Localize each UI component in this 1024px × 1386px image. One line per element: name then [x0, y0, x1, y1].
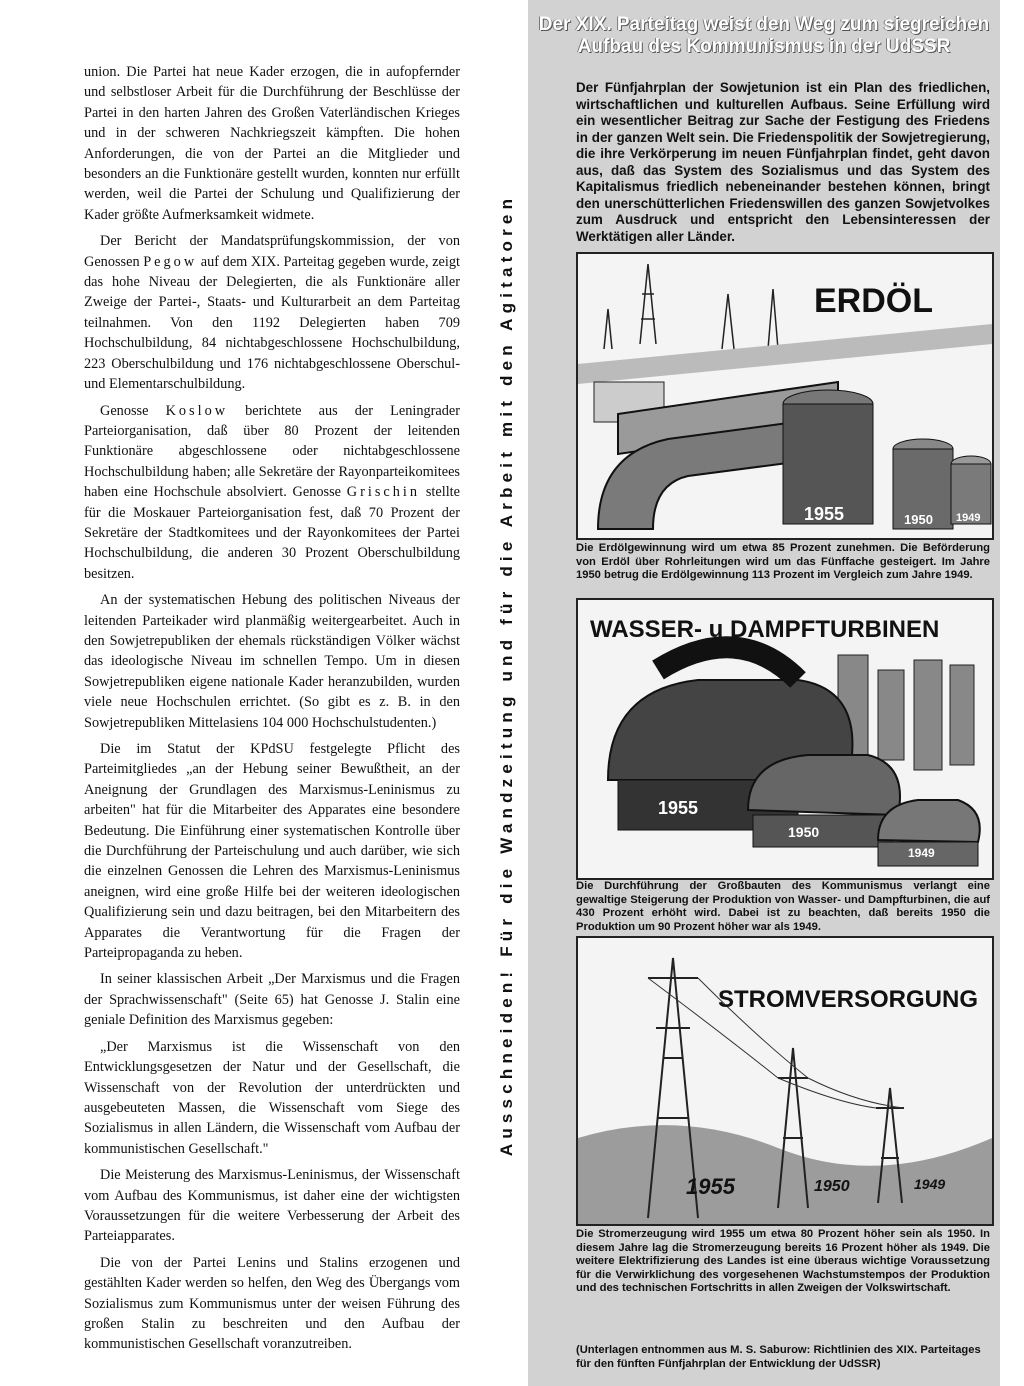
cut-out-strip-text: Ausschneiden! Für die Wandzeitung und für die Arbeit mit den Agitatoren: [497, 193, 517, 1157]
paragraph-3-text-b: berichtete aus der Leningrader Parteiorganisation, daß über 80 Prozent der leitenden Funktionäre abgeschlossene oder nichtabgeschlossene Hochschulbildung haben; alle Sekretäre der Rayonparteikomitees haben eine Hochschule absolviert. Genosse: [84, 402, 460, 501]
name-koslow: Koslow: [165, 402, 229, 419]
name-grischin: Grischin: [346, 484, 421, 501]
paragraph-3: [84, 401, 460, 585]
turbine-medium-base: [753, 815, 893, 847]
poster-power: [576, 936, 994, 1226]
panel-intro: Der Fünfjahrplan der Sowjetunion ist ein Plan des friedlichen, wirtschaftlichen und kulturellen Aufbaus. Seine Erfüllung wird ein wesentlicher Beitrag zur Sache der Festigung des Friedens in der ganzen Welt sein. Die Friedenspolitik der Sowjetregierung, die ihre Verkörperung im neuen Fünfjahrplan findet, geht davon aus, daß das System des Sozialismus und das System des Kapitalismus friedlich nebeneinander bestehen können, bringt den unerschütterlichen Friedenswillen des ganzen Sowjetvolkes zum Ausdruck und entspricht den Lebensinteressen der Werktätigen aller Länder.: [576, 80, 990, 244]
paragraph-1: union. Die Partei hat neue Kader erzogen, die in aufopfernder und selbstloser Arbeit für die Durchführung der Beschlüsse der Partei in den harten Jahren des Großen Vaterländischen Krieges und in der schweren Nachkriegszeit kämpften. Die hohen Anforderungen, die von der Partei an die Mitglieder und besonders an die Funktionäre gestellt wurden, konnten nur erfüllt werden, weil die Partei der Schulung und Qualifizierung der Kader größte Aufmerksamkeit widmete.: [84, 64, 460, 223]
turbine-large-pipe: [658, 647, 798, 680]
poster-turbines-caption: Die Durchführung der Großbauten des Kommunismus verlangt eine gewaltige Steigerung der Produktion von Wasser- und Dampfturbinen, die auf 430 Prozent erhöht wird. Dabei ist zu beachten, daß bereits 1950 die Produktion um 90 Prozent höher war als 1949.: [576, 880, 990, 933]
derrick-4: [604, 309, 612, 349]
paragraph-8: Die Meisterung des Marxismus-Leninismus, der Wissenschaft vom Aufbau des Kommunismus, ist daher eine der wichtigsten Voraussetzungen für die weitere Verbesserung der Arbeit des Parteiapparates.: [84, 1167, 460, 1245]
poster-oil-year-1949: 1949: [956, 512, 981, 524]
derrick-1: [640, 264, 656, 344]
poster-oil-caption: Die Erdölgewinnung wird um etwa 85 Prozent zunehmen. Die Beförderung von Erdöl über Rohrleitungen wird um das Fünffache gesteigert. Im Jahre 1950 betrug die Erdölgewinnung 113 Prozent im Vergleich zum Jahre 1949.: [576, 542, 990, 582]
wall-newspaper-panel: [528, 0, 1000, 1386]
paragraph-3-text-a: Genosse: [100, 402, 149, 419]
ground-strip: [578, 324, 992, 384]
article-column: [84, 62, 460, 1361]
paragraph-9: Die von der Partei Lenins und Stalins erzogenen und gestählten Kader werden so helfen, den Weg des Übergangs vom Sozialismus zum Kommunismus unter der weisen Führung des großen Stalin zu beschreiten und den Aufbau der kommunistischen Gesellschaft voranzutreiben.: [84, 1254, 460, 1353]
paragraph-2: [84, 231, 460, 394]
poster-power-caption: Die Stromerzeugung wird 1955 um etwa 80 Prozent höher sein als 1950. In diesem Jahre lag die Stromerzeugung bereits 16 Prozent höher als 1949. Die weitere Elektrifizierung des Landes ist eine überaus wichtige Voraussetzung für die Verwirklichung des vorgesehenen Wachstumstempos der Produktion und des technischen Fortschritts in allen Zweigen der Volkswirtschaft.: [576, 1228, 990, 1295]
poster-power-title: STROMVERSORGUNG: [718, 986, 979, 1013]
paragraph-4: An der systematischen Hebung des politischen Niveaus der leitenden Parteikader wird planmäßig weitergearbeitet. Auch in den Sowjetrepubliken der ehemals rückständigen Völker wächst das ideologische Niveau im schnellen Tempo. Um in diesen Sowjetrepubliken eigene nationale Kader heranzubilden, wurden viele neue Hochschulen errichtet. (So gibt es z. B. in den Sowjetrepubliken Mittelasiens 104 000 Hochschulstudenten.): [84, 592, 460, 731]
panel-title-line-1: Der XIX. Parteitag weist den Weg zum siegreichen: [538, 14, 990, 35]
factory-buildings: [838, 655, 974, 770]
panel-title: [536, 14, 992, 58]
cut-out-strip: [492, 150, 522, 1200]
source-note: (Unterlagen entnommen aus M. S. Saburow: Richtlinien des XIX. Parteitages für den fünften Fünfjahrplan der Entwicklung der UdSSR): [576, 1344, 981, 1370]
name-pegow: Pegow: [143, 253, 198, 270]
poster-oil-title: ERDÖL: [814, 282, 933, 320]
poster-turbines-year-1955: 1955: [658, 798, 699, 818]
poster-turbines-title: WASSER- u DAMPFTURBINEN: [590, 616, 940, 643]
paragraph-2-text-b: auf dem XIX. Parteitag gegeben wurde, zeigt das hohe Niveau der Delegierten, die als Funktionäre aller Zweige der Partei-, Staats- und Kulturarbeit an dem Parteitag teilnahmen. Von den 1192 Delegierten haben 709 Hochschulbildung, 84 nichtabgeschlossene Hochschulbildung, 223 Oberschulbildung und 176 nichtabgeschlossene Oberschul- und Elementarschulbildung.: [84, 253, 460, 393]
poster-turbines: [576, 598, 994, 880]
poster-turbines-year-1950: 1950: [788, 824, 820, 840]
paragraph-3-text-c: stellte für die Moskauer Parteiorganisation fest, daß 70 Prozent der Sekretäre der Stadtkomitees und der Rayonkomitees der Partei Hochschulbildung, die anderen 30 Prozent Oberschulbildung besitzen.: [84, 484, 460, 582]
paragraph-5: Die im Statut der KPdSU festgelegte Pflicht des Parteimitgliedes „an der Hebung seiner Bewußtheit, an der Aneignung der Grundlagen des Marxismus-Leninismus zu arbeiten" hat für die Mitarbeiter des Apparates eine besondere Bedeutung. Die Einführung einer systematischen Kontrolle über die Durchführung der Parteischulung und auch darüber, wie sich die einzelnen Genossen die Lehren des Marxismus-Leninismus aneignen, wird eine große Hilfe bei der weiteren ideologischen Qualifizierung sein und dazu beitragen, bei den Mitarbeitern des Apparates die Verantwortung für die Fragen der Parteipropaganda zu heben.: [84, 741, 460, 962]
stalin-quote: „Der Marxismus ist die Wissenschaft von den Entwicklungsgesetzen der Natur und der Gesellschaft, die Wissenschaft von der Revolution der unterdrückten und ausgebeuteten Massen, die Wissenschaft vom Siege des Sozialismus in allen Ländern, die Wissenschaft vom Aufbau der kommunistischen Gesellschaft.": [84, 1038, 460, 1157]
poster-oil: [576, 252, 994, 540]
paragraph-6: In seiner klassischen Arbeit „Der Marxismus und die Fragen der Sprachwissenschaft" (Seite 65) hat Genosse J. Stalin eine geniale Definition des Marxismus gegeben:: [84, 971, 460, 1029]
poster-oil-year-1950: 1950: [904, 512, 933, 527]
poster-turbines-year-1949: 1949: [908, 846, 935, 860]
paragraph-2-text-a: Der Bericht der Mandatsprüfungskommission, der von Genossen: [84, 233, 460, 270]
panel-title-line-2: Aufbau des Kommunismus in der UdSSR: [577, 36, 951, 57]
poster-power-year-1950: 1950: [814, 1178, 850, 1195]
derrick-2: [722, 294, 734, 349]
poster-oil-year-1955: 1955: [804, 504, 845, 524]
derrick-3: [768, 289, 778, 349]
poster-power-year-1949: 1949: [914, 1176, 946, 1192]
poster-power-year-1955: 1955: [686, 1174, 735, 1199]
